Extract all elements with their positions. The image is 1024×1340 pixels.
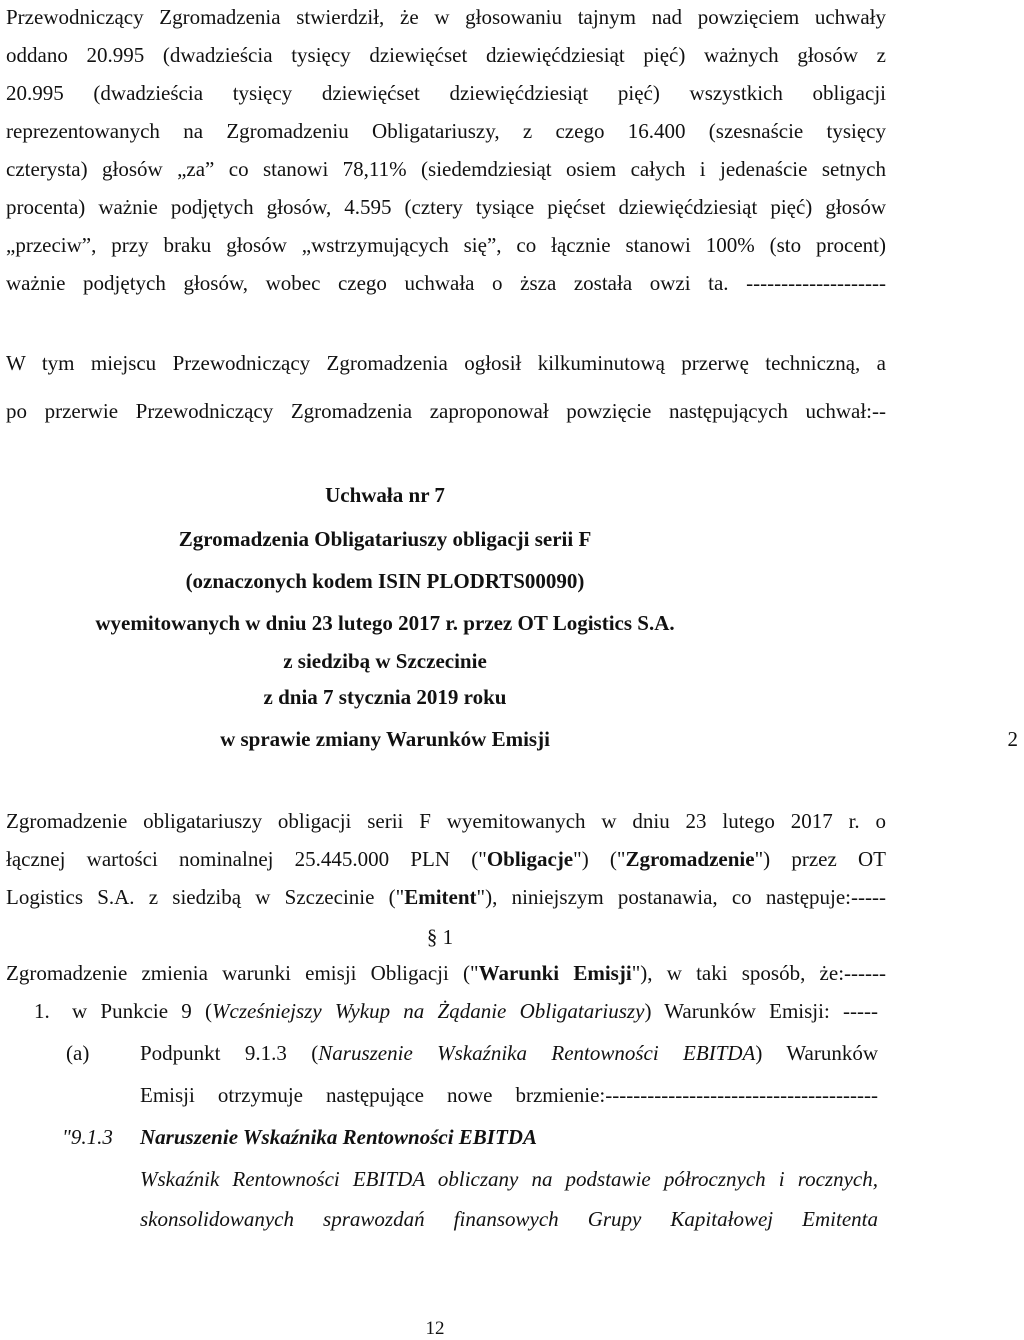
para3-line-3 xyxy=(6,884,886,910)
item-a-line-2: Emisji otrzymuje następujące nowe brzmienie:--------------------------------------- xyxy=(140,1083,878,1107)
para1-line-8: ważnie podjętych głosów, wobec czego uchwała o ższa została owzi ta. -------------------- xyxy=(6,271,886,295)
para3-line-2-end: ") przez OT xyxy=(754,847,887,871)
resolution-title: Uchwała nr 7 xyxy=(325,483,445,507)
para3-line-3-text: Logistics S.A. z siedzibą w Szczecinie (" xyxy=(6,885,405,909)
item-1-text-c: ) Warunków Emisji: ----- xyxy=(644,999,878,1023)
resolution-header-line-4: wyemitowanych w dniu 23 lutego 2017 r. przez OT Logistics S.A. xyxy=(95,611,675,635)
quote-line-2: skonsolidowanych sprawozdań finansowych Grupy Kapitałowej Emitenta xyxy=(140,1207,878,1231)
item-a-number: (a) xyxy=(66,1041,90,1065)
item-1-italic-title: Wcześniejszy Wykup na Żądanie Obligatariuszy xyxy=(212,999,645,1023)
defined-term-warunki-emisji: Warunki Emisji xyxy=(478,961,632,985)
resolution-header-line-6: z dnia 7 stycznia 2019 roku xyxy=(263,685,507,709)
para1-line-1: Przewodniczący Zgromadzenia stwierdził, że w głosowaniu tajnym nad powzięciem uchwały xyxy=(6,5,886,29)
resolution-header-line-7: w sprawie zmiany Warunków Emisji xyxy=(220,727,550,751)
para3-line-2-sep: ") (" xyxy=(573,847,626,871)
para1-line-6: procenta) ważnie podjętych głosów, 4.595 (cztery tysiące pięćset dziewięćdziesiąt pięć) głosów xyxy=(6,195,886,219)
para1-line-2: oddano 20.995 (dwadzieścia tysięcy dziewięćset dziewięćdziesiąt pięć) ważnych głosów z xyxy=(6,43,886,67)
para1-line-3: 20.995 (dwadzieścia tysięcy dziewięćset dziewięćdziesiąt pięć) wszystkich obligacji xyxy=(6,81,886,105)
item-a-line-1 xyxy=(140,1040,878,1066)
para1-line-4: reprezentowanych na Zgromadzeniu Obligatariuszy, z czego 16.400 (szesnaście tysięcy xyxy=(6,119,886,143)
resolution-header-line-2: Zgromadzenia Obligatariuszy obligacji serii F xyxy=(178,527,592,551)
para3-line-3-end: "), niniejszym postanawia, co następuje:----- xyxy=(476,885,886,909)
defined-term-zgromadzenie: Zgromadzenie xyxy=(625,847,755,871)
para4-end: "), w taki sposób, że:------ xyxy=(631,961,886,985)
resolution-header-line-5: z siedzibą w Szczecinie xyxy=(283,649,487,673)
quote-number: "9.1.3 xyxy=(62,1125,113,1149)
item-a-italic-title: Naruszenie Wskaźnika Rentowności EBITDA xyxy=(318,1041,756,1065)
para2-line-1: W tym miejscu Przewodniczący Zgromadzenia ogłosił kilkuminutową przerwę techniczną, a xyxy=(6,351,886,375)
defined-term-obligacje: Obligacje xyxy=(486,847,574,871)
para3-line-2 xyxy=(6,846,886,872)
para3-line-1: Zgromadzenie obligatariuszy obligacji serii F wyemitowanych w dniu 23 lutego 2017 r. o xyxy=(6,809,886,833)
para4-text: Zgromadzenie zmienia warunki emisji Obligacji (" xyxy=(6,961,479,985)
item-a-text-a: Podpunkt 9.1.3 ( xyxy=(140,1041,319,1065)
item-a-text-c: ) Warunków xyxy=(755,1041,879,1065)
para3-line-2-text: łącznej wartości nominalnej 25.445.000 PLN (" xyxy=(6,847,487,871)
item-1-number: 1. xyxy=(34,999,50,1023)
section-mark: § 1 xyxy=(426,925,454,949)
quote-line-1: Wskaźnik Rentowności EBITDA obliczany na podstawie półrocznych i rocznych, xyxy=(140,1167,878,1191)
para4-line xyxy=(6,960,886,986)
quote-title: Naruszenie Wskaźnika Rentowności EBITDA xyxy=(140,1125,537,1149)
margin-mark: 2 xyxy=(1007,727,1018,751)
page-number: 12 xyxy=(425,1318,445,1339)
resolution-header-line-3: (oznaczonych kodem ISIN PLODRTS00090) xyxy=(185,569,585,593)
para1-line-7: „przeciw”, przy braku głosów „wstrzymujących się”, co łącznie stanowi 100% (sto procent) xyxy=(6,233,886,257)
item-1-text xyxy=(72,998,878,1024)
defined-term-emitent: Emitent xyxy=(404,885,477,909)
item-1-text-a: w Punkcie 9 ( xyxy=(72,999,212,1023)
para2-line-2: po przerwie Przewodniczący Zgromadzenia zaproponował powzięcie następujących uchwał:-- xyxy=(6,399,886,423)
para1-line-5: czterysta) głosów „za” co stanowi 78,11% (siedemdziesiąt osiem całych i jedenaście setnych xyxy=(6,157,886,181)
